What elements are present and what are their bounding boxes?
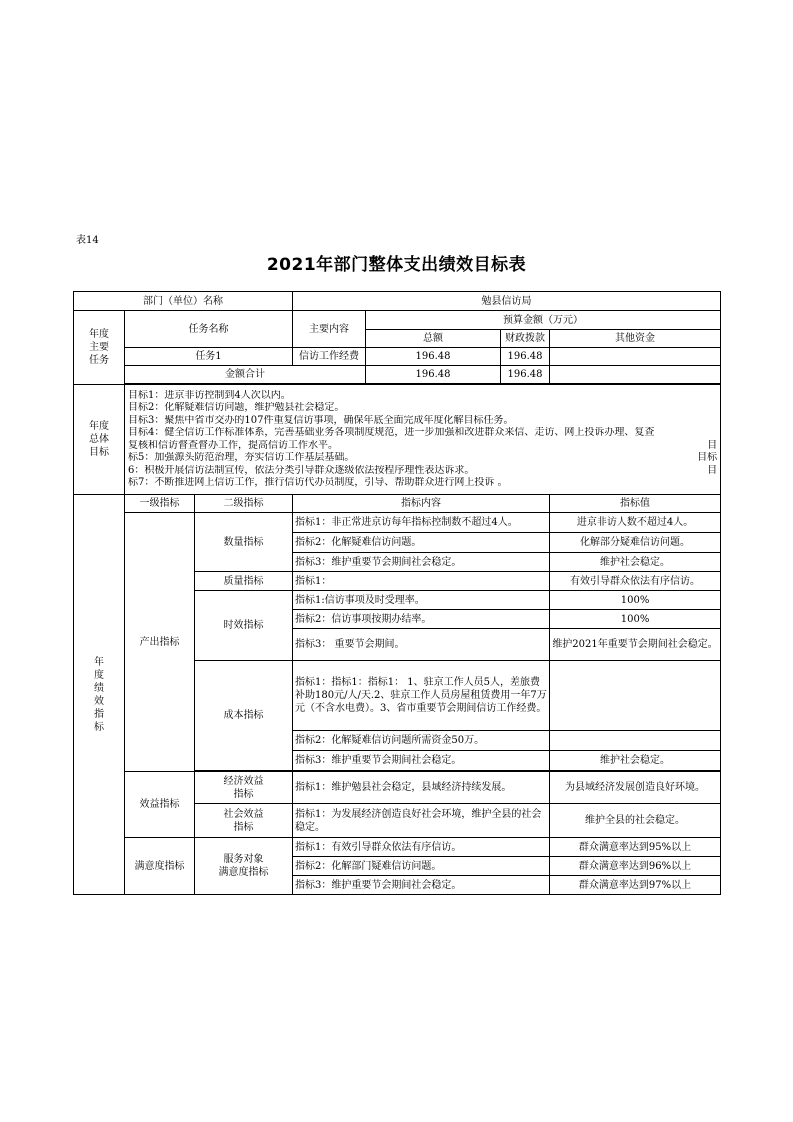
sum-total: 196.48	[366, 366, 501, 384]
goals-section-label: 年度 总体 目标	[74, 385, 125, 495]
indicator-value: 100%	[550, 591, 721, 610]
other-header: 其他资金	[550, 330, 721, 348]
indicator-value: 维护全县的社会稳定。	[550, 804, 721, 838]
task-content: 信访工作经费	[293, 348, 366, 366]
indicator-value: 群众满意率达到95%以上	[550, 838, 721, 857]
sum-label: 金额合计	[125, 366, 366, 384]
goal-line: 目标1：进京非访控制到4人次以内。	[128, 389, 291, 401]
goal-line: 6：积极开展信访法制宣传，依法分类引导群众逐级依法按程序理性表达诉求。 目	[128, 464, 718, 476]
sum-row	[74, 366, 721, 384]
indicator-value: 化解部分疑难信访问题。	[550, 533, 721, 553]
indicator-value: 群众满意率达到96%以上	[550, 857, 721, 876]
dept-label: 部门（单位）名称	[74, 292, 293, 311]
indicator-row	[74, 772, 721, 804]
indicator-content: 指标1：维护勉县社会稳定，县域经济持续发展。	[293, 772, 550, 804]
indicator-content: 指标3： 重要节会期间。	[293, 629, 550, 661]
task-row	[74, 348, 721, 366]
indicator-value: 维护社会稳定。	[550, 553, 721, 572]
page-title: 2021年部门整体支出绩效目标表	[266, 255, 527, 275]
indicator-content: 指标3：维护重要节会期间社会稳定。	[293, 553, 550, 572]
indicator-content: 指标2：化解疑难信访问题所需资金50万。	[293, 731, 550, 751]
content-header: 指标内容	[293, 495, 550, 513]
sum-other	[550, 366, 721, 384]
task-name: 任务1	[125, 348, 293, 366]
fiscal-header: 财政拨款	[501, 330, 550, 348]
indicator-value: 有效引导群众依法有序信访。	[550, 572, 721, 591]
indicator-value	[550, 661, 721, 731]
indicator-content: 指标2：化解部门疑难信访问题。	[293, 857, 550, 876]
quality-label: 质量指标	[195, 572, 293, 591]
indicator-section-label: 年 度 绩 效 指 标	[74, 495, 125, 895]
total-header: 总额	[366, 330, 501, 348]
budget-header: 预算金额（万元）	[366, 311, 721, 330]
dept-value: 勉县信访局	[293, 292, 721, 311]
service-satisfaction-label: 服务对象 满意度指标	[195, 838, 293, 895]
satisfaction-label: 满意度指标	[125, 838, 195, 895]
indicator-value: 100%	[550, 610, 721, 629]
indicator-content: 指标3：维护重要节会期间社会稳定。	[293, 876, 550, 895]
sum-fiscal: 196.48	[501, 366, 550, 384]
goal-line: 目标2：化解疑难信访问题，维护勉县社会稳定。	[128, 402, 345, 413]
indicator-value: 群众满意率达到97%以上	[550, 876, 721, 895]
l2-header: 二级指标	[195, 495, 293, 513]
task-section-label: 年度 主要 任务	[74, 311, 125, 385]
indicator-content: 指标1：有效引导群众依法有序信访。	[293, 838, 550, 857]
task-other	[550, 348, 721, 366]
task-fiscal: 196.48	[501, 348, 550, 366]
cost-label: 成本指标	[195, 661, 293, 771]
goal-line: 标5：加强源头防范治理，夯实信访工作基层基础。 目标	[128, 452, 718, 463]
goal-line: 目标3：聚焦中省市交办的107件重复信访事项，确保年底全面完成年度化解目标任务。	[128, 414, 514, 426]
task-name-header: 任务名称	[125, 311, 293, 348]
task-header-row	[74, 311, 721, 330]
goal-line: 复核和信访督查督办工作，提高信访工作水平。 目	[128, 439, 718, 451]
economic-benefit-label: 经济效益 指标	[195, 772, 293, 804]
social-benefit-label: 社会效益 指标	[195, 804, 293, 838]
indicator-content: 指标2：信访事项按期办结率。	[293, 610, 550, 629]
main-content-header: 主要内容	[293, 311, 366, 348]
l1-header: 一级指标	[125, 495, 195, 513]
task-total: 196.48	[366, 348, 501, 366]
indicator-content: 指标2：化解疑难信访问题。	[293, 533, 550, 553]
indicator-row	[74, 513, 721, 533]
indicator-value	[550, 731, 721, 751]
goals-text	[125, 385, 721, 495]
goal-line: 目标4：健全信访工作标准体系，完善基础业务各项制度规范，进一步加强和改进群众来信、走访、网上投诉办理、复查	[128, 427, 655, 438]
indicator-value: 进京非访人数不超过4人。	[550, 513, 721, 533]
indicator-header-row	[74, 495, 721, 513]
value-header: 指标值	[550, 495, 721, 513]
benefit-label: 效益指标	[125, 772, 195, 838]
indicator-content: 指标1：为发展经济创造良好社会环境，维护全县的社会稳定。	[293, 804, 550, 838]
indicator-value: 为县域经济发展创造良好环境。	[550, 772, 721, 804]
dept-row	[74, 292, 721, 311]
indicator-content: 指标1：指标1：指标1： 1、驻京工作人员5人，差旅费补助180元/人/天.2、驻京工作人员房屋租赁费用一年7万元（不含水电费）。3、省市重要节会期间信访工作经费。	[293, 661, 550, 731]
indicator-content: 指标1：非正常进京访每年指标控制数不超过4人。	[293, 513, 550, 533]
indicator-content: 指标3：维护重要节会期间社会稳定。	[293, 751, 550, 771]
quantity-label: 数量指标	[195, 513, 293, 572]
goals-row	[74, 385, 721, 495]
indicator-value: 维护社会稳定。	[550, 751, 721, 771]
output-label: 产出指标	[125, 513, 195, 772]
performance-target-table	[73, 291, 721, 895]
goal-line: 标7：不断推进网上信访工作，推行信访代办员制度，引导、帮助群众进行网上投诉 。	[128, 477, 508, 488]
indicator-row	[74, 838, 721, 857]
table-number-label: 表14	[76, 235, 99, 246]
timeliness-label: 时效指标	[195, 591, 293, 661]
indicator-value: 维护2021年重要节会期间社会稳定。	[550, 629, 721, 661]
indicator-content: 指标1：	[293, 572, 550, 591]
indicator-content: 指标1:信访事项及时受理率。	[293, 591, 550, 610]
